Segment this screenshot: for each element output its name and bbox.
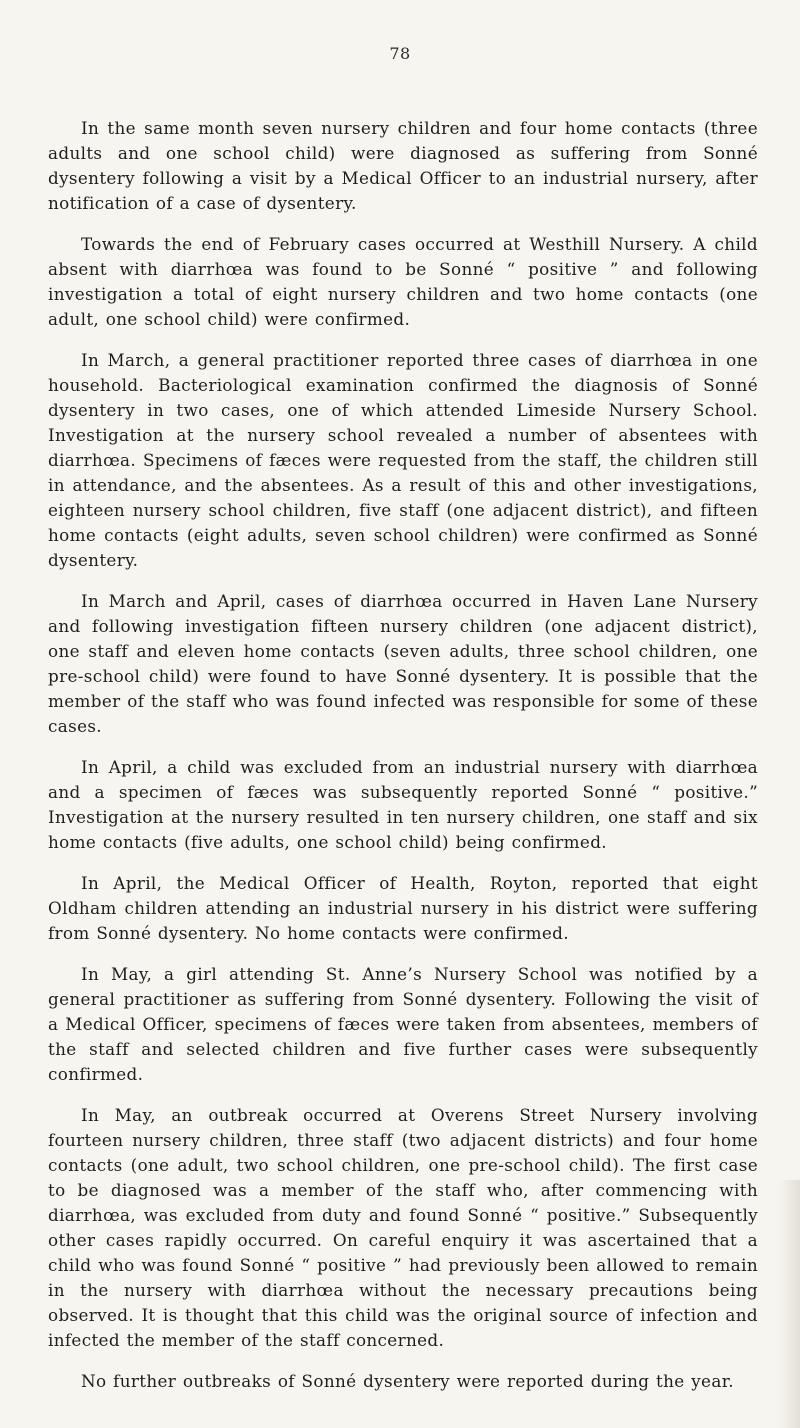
- paragraph-royton-report: In April, the Medical Officer of Health, Royton, reported that eight Oldham children attending an industrial nursery in his district were suffering from Sonné dysentery. No home contacts were confirmed.: [48, 873, 758, 943]
- paragraph-industrial-nursery-april: In April, a child was excluded from an industrial nursery with diarrhœa and a specimen of fæces was subsequently reported Sonné “ positive.” Investigation at the nursery resulted in ten nursery children, one staff and six home contacts (five adults, one school child) being confirmed.: [48, 757, 758, 852]
- page-edge-shadow: [778, 1180, 800, 1428]
- paragraph-westhill-nursery: Towards the end of February cases occurred at Westhill Nursery. A child absent with diarrhœa was found to be Sonné “ positive ” and following investigation a total of eight nursery children and two home contacts (one adult, one school child) were confirmed.: [48, 234, 758, 329]
- paragraph-overens-street-nursery: In May, an outbreak occurred at Overens Street Nursery involving fourteen nursery children, three staff (two adjacent districts) and four home contacts (one adult, two school children, one pre-school child). The first case to be diagnosed was a member of the staff who, after commencing with diarrhœa, was excluded from duty and found Sonné “ positive.” Subsequently other cases rapidly occurred. On careful enquiry it was ascertained that a child who was found Sonné “ positive ” had previously been allowed to remain in the nursery with diarrhœa without the necessary precautions being observed. It is thought that this child was the original source of infection and infected the member of the staff concerned.: [48, 1105, 758, 1350]
- paragraph-haven-lane-nursery: In March and April, cases of diarrhœa occurred in Haven Lane Nursery and following investigation fifteen nursery children (one adjacent district), one staff and eleven home contacts (seven adults, three school children, one pre-school child) were found to have Sonné dysentery. It is possible that the member of the staff who was found infected was responsible for some of these cases.: [48, 591, 758, 736]
- paragraph-st-annes-nursery: In May, a girl attending St. Anne’s Nursery School was notified by a general practitioner as suffering from Sonné dysentery. Following the visit of a Medical Officer, specimens of fæces were taken from absentees, members of the staff and selected children and five further cases were subsequently confirmed.: [48, 964, 758, 1084]
- paragraph-nursery-contacts: In the same month seven nursery children and four home contacts (three adults and one school child) were diagnosed as suffering from Sonné dysentery following a visit by a Medical Officer to an industrial nursery, after notification of a case of dysentery.: [48, 118, 758, 213]
- paragraph-limeside-nursery: In March, a general practitioner reported three cases of diarrhœa in one household. Bacteriological examination confirmed the diagnosis of Sonné dysentery in two cases, one of which attended Limeside Nursery School. Investigation at the nursery school revealed a number of absentees with diarrhœa. Specimens of fæces were requested from the staff, the children still in attendance, and the absentees. As a result of this and other investigations, eighteen nursery school children, five staff (one adjacent district), and fifteen home contacts (eight adults, seven school children) were confirmed as Sonné dysentery.: [48, 350, 758, 570]
- body-text: [48, 116, 758, 1410]
- page-number: 78: [389, 44, 411, 63]
- paragraph-no-further-outbreaks: No further outbreaks of Sonné dysentery were reported during the year.: [81, 1371, 734, 1391]
